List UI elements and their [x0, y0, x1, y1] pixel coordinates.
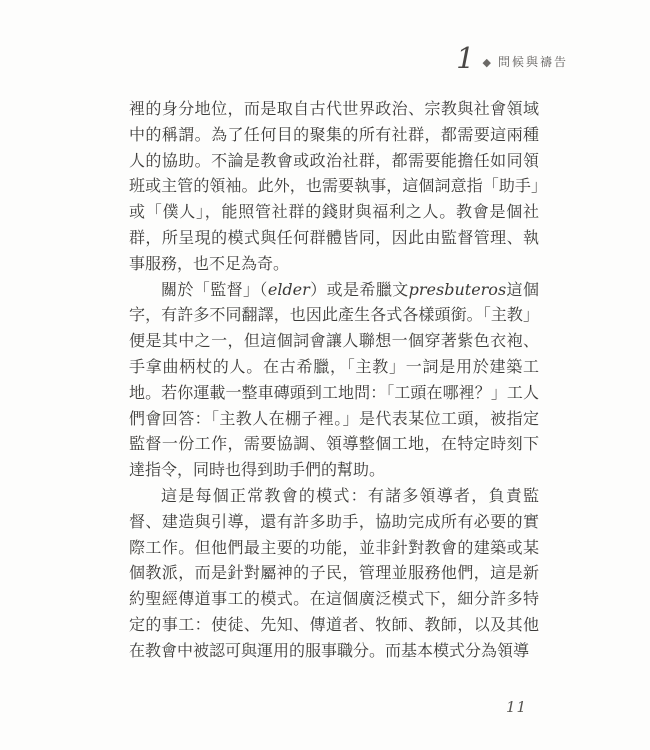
text-run: 裡的身分地位，而是取自古代世界政治、宗教與社會領域中的稱謂。為了任何目的聚集的所有社群，都需要這兩種人的協助。不論是教會或政治社群，都需要能擔任如同領班或主管的領袖。此外，也需要執事，這個詞意指「助手」或「僕人」，能照管社群的錢財與福利之人。教會是個社群，所呈現的模式與任何群體皆同，因此由監督管理、執事服務，也不足為奇。 [129, 99, 539, 273]
paragraph [129, 96, 539, 277]
text-run: 這是每個正常教會的模式：有諸多領導者，負責監督、建造與引導，還有許多助手，協助完成所有必要的實際工作。但他們最主要的功能，並非針對教會的建築或某個教派，而是針對屬神的子民，管理並服務他們，這是新約聖經傳道事工的模式。在這個廣泛模式下，細分許多特定的事工：使徒、先知、傳道者、牧師、教師，以及其他在教會中被認可與運用的服事職分。而基本模式分為領導 [129, 485, 539, 660]
chapter-title: 問候與禱告 [497, 55, 568, 69]
body-text [129, 96, 539, 664]
chapter-number: 1 [456, 41, 475, 75]
page-number: 11 [506, 698, 528, 716]
text-run: 這個字，有許多不同翻譯，也因此產生各式各樣頭銜。「主教」便是其中之一，但這個詞會讓人聯想一個穿著紫色衣袍、手拿曲柄杖的人。在古希臘，「主教」一詞是用於建築工地。若你運載一整車磚頭到工地問：「工頭在哪裡？」工人們會回答：「主教人在棚子裡。」是代表某位工頭，被指定監督一份工作，需要協調、領導整個工地，在特定時刻下達指令，同時也得到助手們的幫助。 [129, 279, 539, 480]
running-header [456, 41, 568, 75]
latin-term: elder [267, 279, 310, 299]
text-run: 關於「監督」（ [161, 279, 268, 299]
diamond-icon: ◆ [482, 56, 491, 69]
text-run: ）或是希臘文 [309, 279, 409, 299]
paragraph [129, 277, 539, 483]
paragraph [129, 483, 539, 664]
latin-term: presbuteros [408, 279, 507, 299]
